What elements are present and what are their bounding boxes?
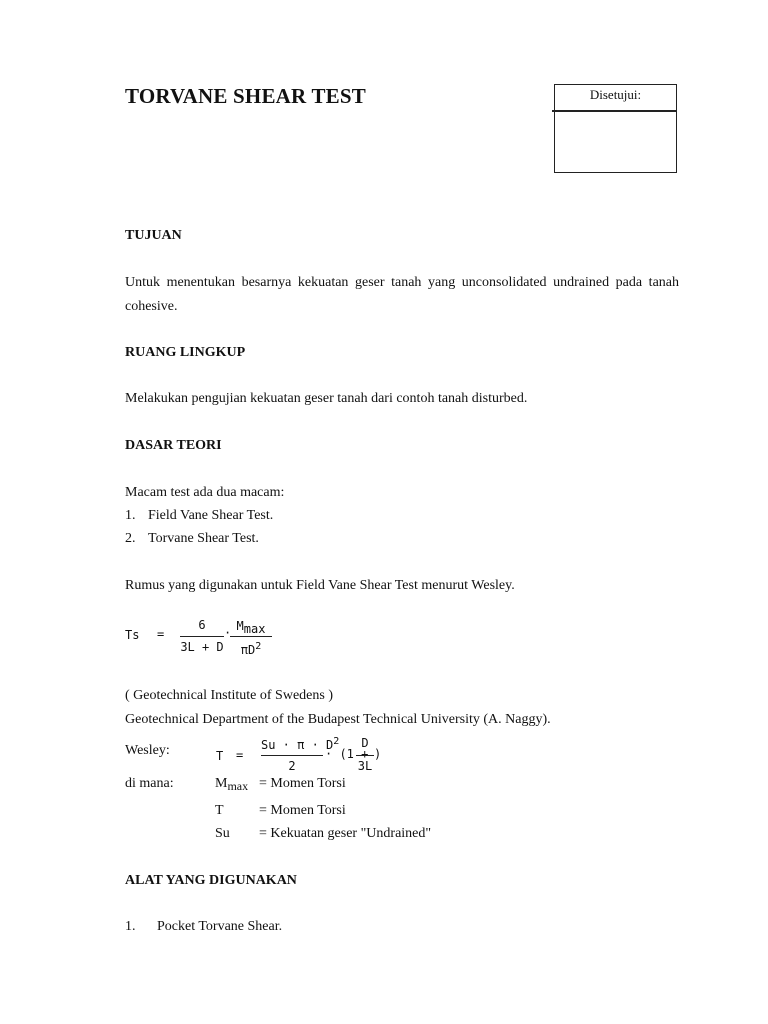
formula-ts-lhs: Ts xyxy=(125,628,140,642)
approval-box xyxy=(554,84,677,173)
reference-2: Geotechnical Department of the Budapest Technical University (A. Naggy). xyxy=(125,712,551,727)
where-label: di mana: xyxy=(125,776,174,791)
fraction-bar xyxy=(180,636,224,637)
heading-tujuan: TUJUAN xyxy=(125,228,182,243)
formula-ts-denominator-2: $\pi D^2$ xyxy=(240,641,262,657)
definition-text: = Momen Torsi xyxy=(259,776,346,791)
heading-dasar-teori: DASAR TEORI xyxy=(125,438,222,453)
formula-ts-numerator-2: Mmax xyxy=(236,619,266,636)
formula-intro: Rumus yang digunakan untuk Field Vane Shear Test menurut Wesley. xyxy=(125,578,515,593)
wesley-label: Wesley: xyxy=(125,743,170,758)
list-item-number: 2. xyxy=(125,531,136,546)
definition-symbol: T xyxy=(215,803,224,818)
formula-wesley-lhs: T xyxy=(216,749,224,763)
formula-wesley-equals: = xyxy=(236,748,244,762)
ruang-lingkup-text: Melakukan pengujian kekuatan geser tanah dari contoh tanah disturbed. xyxy=(125,391,528,406)
list-item: Pocket Torvane Shear. xyxy=(157,919,283,934)
reference-1: ( Geotechnical Institute of Swedens ) xyxy=(125,688,333,703)
fraction-bar xyxy=(261,755,323,756)
approval-label: Disetujui: xyxy=(589,87,642,102)
definition-symbol: Mmax xyxy=(215,776,249,793)
formula-wesley-inner-denominator: 3L xyxy=(357,759,373,773)
document-title: TORVANE SHEAR TEST xyxy=(125,84,366,108)
formula-wesley-denominator: 2 xyxy=(288,759,296,773)
list-item: Torvane Shear Test. xyxy=(148,531,259,546)
formula-ts-denominator-1: 3L + D xyxy=(180,640,224,654)
formula-wesley-factor: · (1 + xyxy=(325,747,369,761)
multiply-dot: · xyxy=(224,626,232,640)
formula-ts-equals: = xyxy=(157,627,165,641)
fraction-bar xyxy=(356,755,374,756)
fraction-bar xyxy=(230,636,272,637)
list-item: Field Vane Shear Test. xyxy=(148,508,274,523)
list-item-number: 1. xyxy=(125,508,136,523)
list-item-number: 1. xyxy=(125,919,136,934)
heading-ruang-lingkup: RUANG LINGKUP xyxy=(125,345,246,360)
formula-wesley-inner-numerator: D xyxy=(361,736,369,750)
approval-divider xyxy=(552,110,676,112)
formula-wesley-numerator: $Su \cdot \pi \cdot D^2$ xyxy=(261,736,340,752)
formula-ts-numerator-1: 6 xyxy=(198,618,206,632)
tujuan-text: Untuk menentukan besarnya kekuatan geser tanah yang unconsolidated undrained pada tanah cohesive. xyxy=(125,275,679,314)
dasar-teori-intro: Macam test ada dua macam: xyxy=(125,485,285,500)
formula-wesley-close: ) xyxy=(374,747,382,761)
definition-symbol: Su xyxy=(215,826,230,841)
definition-text: = Kekuatan geser "Undrained" xyxy=(259,826,432,841)
heading-alat: ALAT YANG DIGUNAKAN xyxy=(125,873,297,888)
definition-text: = Momen Torsi xyxy=(259,803,346,818)
